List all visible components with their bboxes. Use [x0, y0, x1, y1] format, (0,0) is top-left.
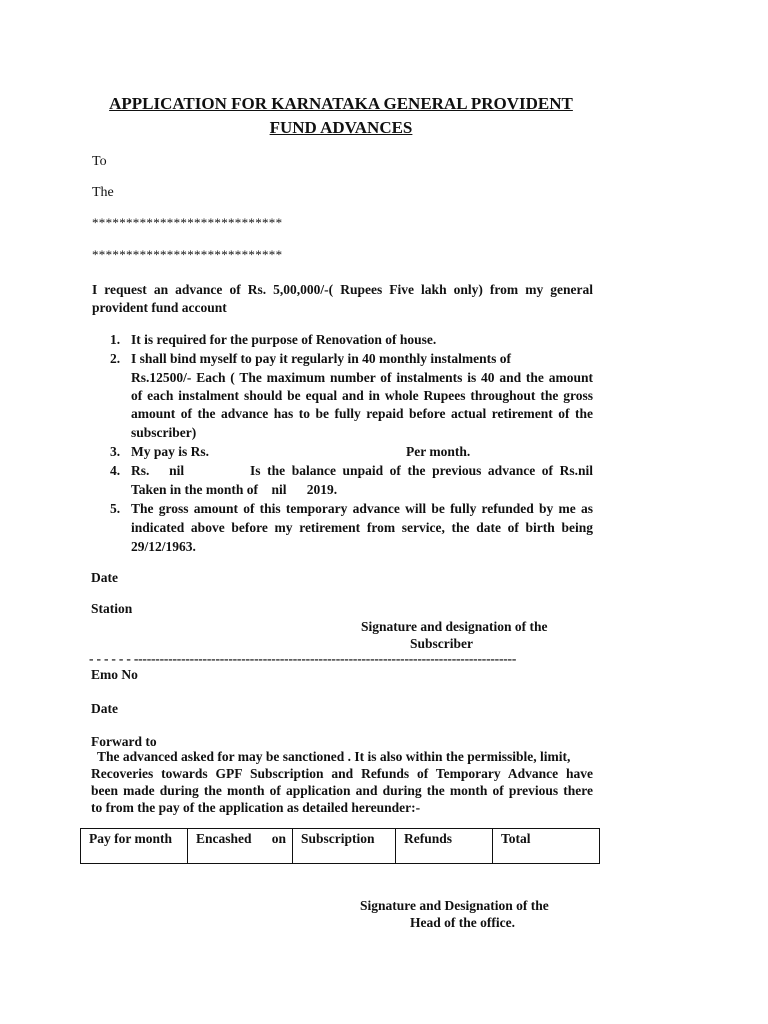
- subscriber-signature-line1: Signature and designation of the: [361, 619, 548, 634]
- address-placeholder-1: ****************************: [92, 215, 283, 230]
- table-header-encashed-on: Encashed on: [188, 829, 293, 864]
- table-header-pay-for-month: Pay for month: [81, 829, 188, 864]
- page-title-line2: FUND ADVANCES: [269, 118, 413, 137]
- address-placeholder-2: ****************************: [92, 247, 283, 262]
- table-header-subscription: Subscription: [293, 829, 396, 864]
- item-number: 5.: [110, 501, 121, 516]
- table-header-total: Total: [493, 829, 600, 864]
- sanction-para-line: to from the pay of the application as detailed hereunder:-: [91, 800, 421, 815]
- sanction-para-line: The advanced asked for may be sanctioned . It is also within the permissible, limit,: [97, 749, 571, 764]
- item-5-line: The gross amount of this temporary advance will be fully refunded by me as: [131, 501, 593, 516]
- office-date-label: Date: [91, 701, 118, 716]
- item-2-line: Rs.12500/- Each ( The maximum number of instalments is 40 and the amount: [131, 370, 593, 385]
- station-label: Station: [91, 601, 133, 616]
- recovery-table: [80, 828, 600, 864]
- request-line1: I request an advance of Rs. 5,00,000/-( Rupees Five lakh only) from my general: [92, 282, 593, 297]
- item-number: 1.: [110, 332, 121, 347]
- request-line2: provident fund account: [92, 300, 227, 315]
- the-label: The: [92, 185, 114, 200]
- item-5-line: indicated above before my retirement from service, the date of birth being: [131, 520, 593, 535]
- page-title-line1: APPLICATION FOR KARNATAKA GENERAL PROVIDENT: [109, 94, 573, 113]
- head-signature-line1: Signature and Designation of the: [360, 898, 549, 913]
- table-row: [81, 829, 600, 864]
- item-number: 4.: [110, 463, 121, 478]
- dashed-divider: - - - - - - -----------------------------------------------------------------------------------------: [89, 651, 517, 666]
- item-2-line: I shall bind myself to pay it regularly in 40 monthly instalments of: [131, 351, 512, 366]
- table-header-refunds: Refunds: [396, 829, 493, 864]
- forward-to-label: Forward to: [91, 734, 157, 749]
- item-5-line: 29/12/1963.: [131, 539, 196, 554]
- sanction-para-line: been made during the month of application and during the month of previous there: [91, 783, 593, 798]
- item-number: 3.: [110, 444, 121, 459]
- emo-no-label: Emo No: [91, 667, 138, 682]
- item-3-line: My pay is Rs.: [131, 444, 210, 459]
- item-2-line: subscriber): [131, 425, 197, 440]
- item-3-suffix: Per month.: [406, 444, 471, 459]
- head-signature-line2: Head of the office.: [410, 915, 515, 930]
- item-2-line: amount of the advance has to be fully repaid before actual retirement of the: [131, 406, 593, 421]
- item-1-line: It is required for the purpose of Renovation of house.: [131, 332, 437, 347]
- item-4-line: Taken in the month of nil 2019.: [131, 482, 338, 497]
- item-2-line: of each instalment should be equal and in whole Rupees throughout the gross: [131, 388, 593, 403]
- item-4-line: Rs. nil Is the balance unpaid of the previous advance of Rs.nil: [131, 463, 593, 478]
- subscriber-signature-line2: Subscriber: [410, 636, 474, 651]
- item-number: 2.: [110, 351, 121, 366]
- sanction-para-line: Recoveries towards GPF Subscription and Refunds of Temporary Advance have: [91, 766, 593, 781]
- date-label: Date: [91, 570, 118, 585]
- to-label: To: [92, 154, 107, 169]
